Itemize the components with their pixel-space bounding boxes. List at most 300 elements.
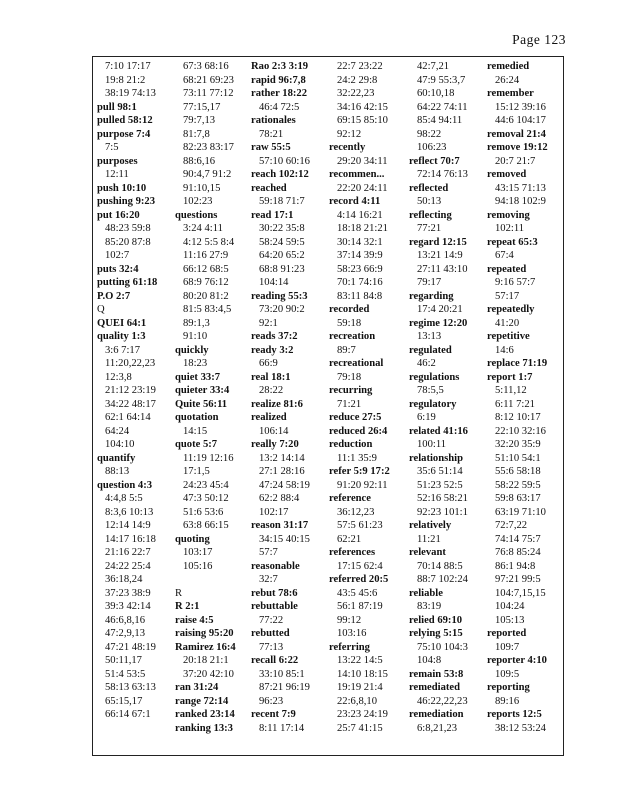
index-subline: 91:10 [183, 331, 208, 342]
index-entry: raise 4:5 [175, 614, 214, 626]
index-subline: 51:23 52:5 [417, 479, 463, 491]
index-entry: pulled 58:12 [97, 115, 153, 126]
index-subline: 51:10 54:1 [495, 452, 541, 464]
index-entry: raw 55:5 [251, 142, 291, 153]
index-subline: 104:10 [105, 439, 135, 450]
index-subline: 47:24 58:19 [259, 479, 310, 491]
index-entry: quality 1:3 [97, 331, 146, 342]
index-entry: reduction [329, 439, 373, 450]
index-entry: reported [487, 628, 527, 639]
index-subline: 64:20 65:2 [259, 250, 305, 261]
index-subline: 24:2 29:8 [337, 74, 378, 86]
index-entry: reach 102:12 [251, 169, 309, 180]
index-subline: 63:8 66:15 [183, 520, 229, 531]
index-subline: 88:7 102:24 [417, 574, 468, 585]
index-entry: references [329, 547, 376, 558]
index-subline: 62:1 64:14 [105, 412, 151, 423]
index-subline: 103:17 [183, 547, 213, 558]
index-subline: 109:5 [495, 668, 520, 680]
index-subline: 51:6 53:6 [183, 506, 224, 518]
index-entry: removing [487, 209, 530, 221]
index-entry: remove 19:12 [487, 142, 548, 153]
index-entry: removed [487, 169, 527, 180]
index-entry: recreation [329, 331, 376, 342]
index-subline: 14:15 [183, 425, 208, 437]
index-entry: repeat 65:3 [487, 236, 538, 248]
index-entry: remediation [409, 709, 464, 720]
index-entry: realized [251, 412, 287, 423]
index-subline: 94:18 102:9 [495, 196, 546, 207]
index-subline: 37:20 42:10 [183, 668, 234, 680]
index-entry: regard 12:15 [409, 236, 467, 248]
index-subline: 19:19 21:4 [337, 682, 383, 693]
index-subline: 17:4 20:21 [417, 304, 463, 315]
index-subline: 11:19 12:16 [183, 452, 234, 464]
index-entry: removal 21:4 [487, 128, 546, 140]
index-entry: relying 5:15 [409, 628, 463, 639]
index-subline: 63:19 71:10 [495, 506, 546, 518]
index-subline: 48:23 59:8 [105, 223, 151, 234]
index-column-5 [409, 60, 487, 750]
index-subline: 65:15,17 [105, 695, 143, 707]
index-subline: 88:6,16 [183, 155, 216, 167]
index-subline: 21:16 22:7 [105, 547, 151, 558]
index-subline: 13:13 [417, 331, 442, 342]
index-subline: 36:18,24 [105, 574, 143, 585]
index-entry: repeatedly [487, 304, 535, 315]
index-subline: 96:23 [259, 695, 284, 707]
index-subline: 79:17 [417, 277, 442, 288]
index-subline: 62:21 [337, 533, 362, 545]
index-subline: 35:6 51:14 [417, 466, 463, 477]
index-entry: reasonable [251, 560, 300, 572]
index-entry: recorded [329, 304, 370, 315]
index-entry: reporter 4:10 [487, 655, 547, 666]
index-subline: 47:2,9,13 [105, 628, 146, 639]
index-subline: 57:7 [259, 547, 278, 558]
index-subline: 30:14 32:1 [337, 236, 383, 248]
index-subline: 30:22 35:8 [259, 223, 305, 234]
index-entry: reduced 26:4 [329, 425, 388, 437]
index-entry: Quite 56:11 [175, 398, 228, 410]
index-entry: ran 31:24 [175, 682, 219, 693]
index-subline: 23:23 24:19 [337, 709, 388, 720]
index-subline: 15:12 39:16 [495, 101, 546, 113]
index-subline: 76:8 85:24 [495, 547, 541, 558]
index-subline: 32:7 [259, 574, 278, 585]
index-entry: recently [329, 142, 366, 153]
index-subline: 24:22 25:4 [105, 560, 151, 572]
index-subline: 13:22 14:5 [337, 655, 383, 666]
index-subline: 77:15,17 [183, 101, 221, 113]
index-entry: referred 20:5 [329, 574, 389, 585]
index-subline: 44:6 104:17 [495, 115, 546, 126]
index-subline: 66:9 [259, 358, 278, 369]
index-entry: question 4:3 [97, 479, 153, 491]
index-subline: 8:12 10:17 [495, 412, 541, 423]
index-subline: 57:10 60:16 [259, 155, 310, 167]
index-entry: reliable [409, 587, 443, 599]
index-subline: 38:19 74:13 [105, 88, 156, 99]
index-subline: 22:10 32:16 [495, 425, 546, 437]
index-subline: 64:24 [105, 425, 130, 437]
index-entry: QUEI 64:1 [97, 317, 147, 329]
index-subline: 20:18 21:1 [183, 655, 229, 666]
index-entry: quotation [175, 412, 219, 423]
index-subline: 50:13 [417, 196, 442, 207]
index-subline: 78:5,5 [417, 385, 444, 396]
index-subline: 88:13 [105, 466, 130, 477]
index-subline: 22:7 23:22 [337, 61, 383, 72]
index-subline: 46:22,22,23 [417, 695, 468, 707]
index-subline: 22:6,8,10 [337, 695, 378, 707]
index-subline: 92:1 [259, 317, 278, 329]
index-subline: 26:24 [495, 74, 520, 86]
index-subline: 91:20 92:11 [337, 479, 388, 491]
index-entry: ready 3:2 [251, 344, 294, 356]
index-subline: 51:4 53:5 [105, 668, 146, 680]
index-subline: 77:21 [417, 223, 442, 234]
index-subline: 39:3 42:14 [105, 601, 151, 612]
index-entry: rebutted [251, 628, 290, 639]
index-entry: relevant [409, 547, 446, 558]
index-subline: 103:16 [337, 628, 367, 639]
index-subline: 34:22 48:17 [105, 398, 156, 410]
index-subline: 12:3,8 [105, 371, 132, 383]
index-subline: 58:24 59:5 [259, 236, 305, 248]
index-subline: 12:11 [105, 169, 129, 180]
index-column-6 [487, 60, 565, 750]
index-subline: 105:16 [183, 560, 213, 572]
index-entry: recall 6:22 [251, 655, 299, 666]
index-subline: 50:11,17 [105, 655, 142, 666]
index-subline: 28:22 [259, 385, 284, 396]
index-subline: 34:15 40:15 [259, 533, 310, 545]
index-subline: 38:12 53:24 [495, 722, 546, 734]
index-entry: rebut 78:6 [251, 587, 298, 599]
index-entry: P.O 2:7 [97, 290, 131, 302]
index-subline: 90:4,7 91:2 [183, 169, 232, 180]
index-entry: raising 95:20 [175, 628, 234, 639]
index-entry: refer 5:9 17:2 [329, 466, 390, 477]
index-entry: ranked 23:14 [175, 709, 235, 720]
index-entry: pushing 9:23 [97, 196, 155, 207]
index-subline: 72:7,22 [495, 520, 528, 531]
index-subline: 11:1 35:9 [337, 452, 377, 464]
index-subline: 47:3 50:12 [183, 493, 229, 504]
section-letter: Q [97, 304, 105, 315]
index-subline: 79:7,13 [183, 115, 216, 126]
index-entry: push 10:10 [97, 182, 147, 194]
index-subline: 62:2 88:4 [259, 493, 300, 504]
index-subline: 14:10 18:15 [337, 668, 388, 680]
index-subline: 70:14 88:5 [417, 560, 463, 572]
index-subline: 52:16 58:21 [417, 493, 468, 504]
index-entry: repeated [487, 263, 527, 275]
index-subline: 34:16 42:15 [337, 101, 388, 113]
index-entry: regarding [409, 290, 454, 302]
index-entry: quoting [175, 533, 210, 545]
index-subline: 105:13 [495, 614, 525, 626]
index-subline: 58:22 59:5 [495, 479, 541, 491]
index-subline: 71:21 [337, 398, 362, 410]
index-subline: 77:22 [259, 614, 284, 626]
index-subline: 56:1 87:19 [337, 601, 383, 612]
index-entry: remain 53:8 [409, 668, 464, 680]
index-entry: really 7:20 [251, 439, 299, 450]
index-entry: regime 12:20 [409, 317, 468, 329]
index-entry: remedied [487, 61, 530, 72]
index-subline: 6:8,21,23 [417, 722, 458, 734]
index-entry: referring [329, 641, 370, 653]
index-subline: 13:2 14:14 [259, 452, 305, 464]
index-subline: 68:21 69:23 [183, 74, 234, 86]
index-subline: 57:17 [495, 290, 520, 302]
index-subline: 68:8 91:23 [259, 263, 305, 275]
index-entry: recurring [329, 385, 373, 396]
index-subline: 73:20 90:2 [259, 304, 305, 315]
index-subline: 83:19 [417, 601, 442, 612]
index-subline: 86:1 94:8 [495, 560, 536, 572]
index-subline: 66:12 68:5 [183, 263, 229, 275]
index-subline: 89:16 [495, 695, 520, 707]
index-entry: realize 81:6 [251, 398, 303, 410]
index-entry: purposes [97, 155, 138, 167]
index-entry: recreational [329, 358, 384, 369]
index-entry: regulatory [409, 398, 457, 410]
index-entry: real 18:1 [251, 371, 291, 383]
index-subline: 6:11 7:21 [495, 398, 535, 410]
index-subline: 11:16 27:9 [183, 250, 229, 261]
index-subline: 20:7 21:7 [495, 155, 536, 167]
index-entry: record 4:11 [329, 196, 381, 207]
index-subline: 13:21 14:9 [417, 250, 463, 261]
index-subline: 104:8 [417, 655, 442, 666]
index-subline: 106:14 [259, 425, 289, 437]
index-entry: relied 69:10 [409, 614, 463, 626]
index-entry: reporting [487, 682, 530, 693]
index-subline: 58:13 63:13 [105, 682, 156, 693]
index-subline: 60:10,18 [417, 88, 455, 99]
index-subline: 22:20 24:11 [337, 182, 388, 194]
index-subline: 104:14 [259, 277, 289, 288]
index-entry: reference [329, 493, 371, 504]
index-subline: 59:18 71:7 [259, 196, 305, 207]
index-subline: 75:10 104:3 [417, 641, 468, 653]
index-subline: 18:23 [183, 358, 208, 369]
index-column-2 [175, 60, 251, 750]
index-subline: 67:3 68:16 [183, 61, 229, 72]
index-subline: 92:12 [337, 128, 362, 140]
index-entry: rebuttable [251, 601, 298, 612]
index-entry: quickly [175, 344, 209, 356]
index-subline: 24:23 45:4 [183, 479, 229, 491]
index-subline: 77:13 [259, 641, 284, 653]
index-subline: 82:23 83:17 [183, 142, 234, 153]
index-entry: reached [251, 182, 287, 194]
index-subline: 32:20 35:9 [495, 439, 541, 450]
index-subline: 81:5 83:4,5 [183, 304, 232, 315]
index-subline: 83:11 84:8 [337, 290, 383, 302]
index-subline: 89:7 [337, 344, 356, 356]
index-subline: 104:7,15,15 [495, 587, 546, 599]
index-subline: 7:10 17:17 [105, 61, 151, 72]
index-subline: 87:21 96:19 [259, 682, 310, 693]
index-subline: 89:1,3 [183, 317, 210, 329]
index-entry: remediated [409, 682, 460, 693]
index-subline: 59:18 [337, 317, 362, 329]
index-subline: 47:9 55:3,7 [417, 74, 466, 86]
index-entry: Ramirez 16:4 [175, 641, 236, 653]
index-entry: regulations [409, 371, 460, 383]
index-entry: read 17:1 [251, 209, 294, 221]
index-subline: 109:7 [495, 641, 520, 653]
index-entry: regulated [409, 344, 452, 356]
index-subline: 12:14 14:9 [105, 520, 151, 531]
index-entry: relatively [409, 520, 452, 531]
index-subline: 43:15 71:13 [495, 182, 546, 194]
index-subline: 25:7 41:15 [337, 722, 383, 734]
index-subline: 70:1 74:16 [337, 277, 383, 288]
index-subline: 102:23 [183, 196, 213, 207]
index-subline: 3:6 7:17 [105, 344, 141, 356]
index-subline: 6:19 [417, 412, 436, 423]
index-subline: 33:10 85:1 [259, 668, 305, 680]
index-subline: 104:24 [495, 601, 525, 612]
index-subline: 5:11,12 [495, 385, 527, 396]
index-column-3 [251, 60, 329, 750]
index-subline: 46:2 [417, 358, 436, 369]
index-entry: reading 55:3 [251, 290, 308, 302]
index-subline: 9:16 57:7 [495, 277, 536, 288]
index-subline: 106:23 [417, 142, 447, 153]
section-letter: R [175, 587, 183, 599]
index-entry: recommen... [329, 169, 385, 180]
index-subline: 85:4 94:11 [417, 115, 463, 126]
index-entry: range 72:14 [175, 695, 229, 707]
index-subline: 27:1 28:16 [259, 466, 305, 477]
index-entry: reason 31:17 [251, 520, 309, 531]
index-subline: 57:5 61:23 [337, 520, 383, 531]
index-subline: 68:9 76:12 [183, 277, 229, 288]
index-subline: 98:22 [417, 128, 442, 140]
index-subline: 102:17 [259, 506, 289, 518]
index-entry: puts 32:4 [97, 263, 139, 275]
index-entry: ranking 13:3 [175, 722, 233, 734]
index-subline: 11:20,22,23 [105, 358, 156, 369]
index-subline: 69:15 85:10 [337, 115, 388, 126]
index-entry: remember [487, 88, 534, 99]
index-subline: 36:12,23 [337, 506, 375, 518]
index-subline: 64:22 74:11 [417, 101, 468, 113]
index-entry: reports 12:5 [487, 709, 542, 720]
index-subline: 29:20 34:11 [337, 155, 388, 167]
index-entry: report 1:7 [487, 371, 533, 383]
index-subline: 37:14 39:9 [337, 250, 383, 261]
index-subline: 97:21 99:5 [495, 574, 541, 585]
index-subline: 47:21 48:19 [105, 641, 156, 653]
index-subline: 46:6,8,16 [105, 614, 146, 626]
index-entry: quantify [97, 452, 136, 464]
index-subline [175, 573, 251, 587]
index-entry: purpose 7:4 [97, 128, 151, 140]
index-entry: reads 37:2 [251, 331, 298, 342]
index-subline: 58:23 66:9 [337, 263, 383, 275]
index-subline: 17:1,5 [183, 466, 210, 477]
index-entry: put 16:20 [97, 209, 140, 221]
index-subline: 4:4,8 5:5 [105, 493, 143, 504]
index-entry: reduce 27:5 [329, 412, 382, 423]
index-entry: Rao 2:3 3:19 [251, 61, 309, 72]
index-entry: putting 61:18 [97, 277, 158, 288]
index-subline: 8:3,6 10:13 [105, 506, 154, 518]
index-subline: 43:5 45:6 [337, 587, 378, 599]
index-subline: 32:22,23 [337, 88, 375, 99]
index-entry: quote 5:7 [175, 439, 218, 450]
index-subline: 19:8 21:2 [105, 74, 146, 86]
index-entry: reflected [409, 182, 449, 194]
index-entry: questions [175, 209, 218, 221]
index-subline: 21:12 23:19 [105, 385, 156, 396]
index-entry: replace 71:19 [487, 358, 548, 369]
index-subline: 55:6 58:18 [495, 466, 541, 477]
index-column-1 [97, 60, 172, 750]
index-subline: 73:11 77:12 [183, 88, 234, 99]
index-subline: 67:4 [495, 250, 514, 261]
index-entry: related 41:16 [409, 425, 468, 437]
index-subline: 4:14 16:21 [337, 209, 383, 221]
index-subline: 17:15 62:4 [337, 560, 383, 572]
index-subline: 78:21 [259, 128, 284, 140]
page-number-label: Page 123 [512, 32, 566, 47]
index-entry: reflecting [409, 209, 452, 221]
index-subline: 46:4 72:5 [259, 101, 300, 113]
index-subline: 27:11 43:10 [417, 263, 468, 275]
index-subline: 4:12 5:5 8:4 [183, 236, 235, 248]
index-entry: rather 18:22 [251, 88, 307, 99]
index-entry: relationship [409, 452, 463, 464]
index-column-4 [329, 60, 407, 750]
index-subline: 102:11 [495, 223, 525, 234]
index-subline: 79:18 [337, 371, 362, 383]
index-subline: 59:8 63:17 [495, 493, 541, 504]
index-subline: 91:10,15 [183, 182, 221, 194]
index-subline: 7:5 [105, 142, 119, 153]
index-subline: 37:23 38:9 [105, 587, 151, 599]
index-subline: 81:7,8 [183, 128, 210, 140]
index-entry: recent 7:9 [251, 709, 296, 720]
index-subline: 85:20 87:8 [105, 236, 151, 248]
index-subline: 72:14 76:13 [417, 169, 468, 180]
index-subline: 11:21 [417, 533, 441, 545]
index-subline: 92:23 101:1 [417, 506, 468, 518]
index-subline: 99:12 [337, 614, 362, 626]
index-subline: 3:24 4:11 [183, 223, 223, 234]
index-subline: 14:6 [495, 344, 514, 356]
index-subline: 14:17 16:18 [105, 533, 156, 545]
index-subline: 41:20 [495, 317, 520, 329]
index-entry: rationales [251, 115, 296, 126]
index-entry: quieter 33:4 [175, 385, 230, 396]
index-subline: 74:14 75:7 [495, 533, 541, 545]
index-entry: repetitive [487, 331, 530, 342]
index-entry: quiet 33:7 [175, 371, 221, 383]
index-subline: 42:7,21 [417, 61, 450, 72]
index-subline: 100:11 [417, 439, 447, 450]
index-subline: 18:18 21:21 [337, 223, 388, 234]
index-subline: 66:14 67:1 [105, 709, 151, 720]
index-entry: pull 98:1 [97, 101, 137, 113]
